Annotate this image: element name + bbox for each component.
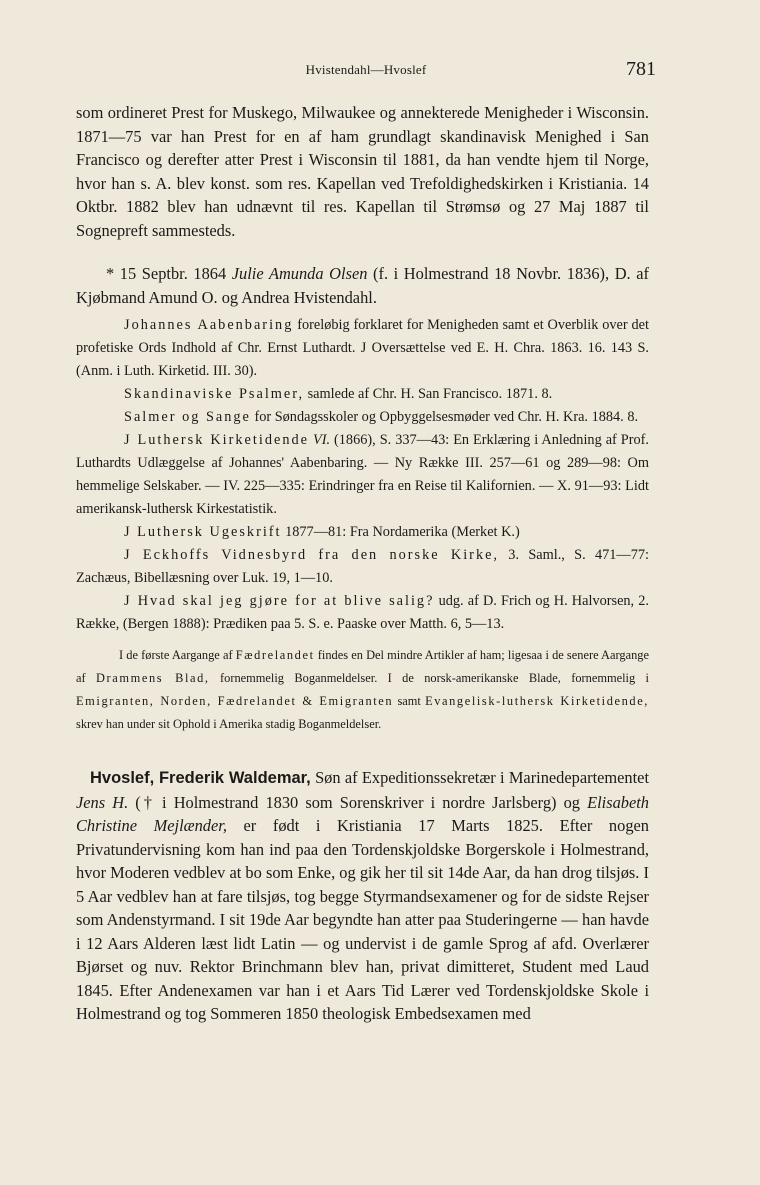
- bio-span: Søn af Expeditionssekretær i Marinedepartementet: [310, 768, 650, 787]
- entry-title: J Luthersk Kirketidende: [124, 432, 309, 448]
- bio-span: er født i Kristiania 17 Marts 1825. Efter nogen Privatundervisning kom han ind paa den Tordenskjoldske Borgerskole i Holmestrand, hvor Moderen vedblev at bo som Enke, og gik her til sit 14de Aar, da han drog tilsjøs. I 5 Aar vedblev han at fare tilsjøs, tog begge Styrmandsexamener og for de sidste Rejser som Andenstyrmand. I sit 19de Aar begyndte han atter paa Studeringerne — han havde i 12 Aars Alderen læst lidt Latin — og undervist i de gamle Sprog af afd. Overlærer Bjørset og nuv. Rektor Brinchmann blev han, privat dimitteret, Student med Laud 1845. Efter Andenexamen var han i et Aars Tid Lærer ved Tordenskjoldske Skole i Holmestrand og tog Sommeren 1850 theologisk Embedsexamen med: [76, 816, 649, 1023]
- bio-span: († i Holmestrand 1830 som Sorenskriver i nordre Jarlsberg) og: [128, 792, 588, 812]
- bibliography-entry: [76, 521, 649, 544]
- entry-title: J Luthersk Ugeskrift: [124, 524, 282, 540]
- bibliography-entry: [76, 590, 649, 636]
- entry-title: J Hvad skal jeg gjøre for at blive salig?: [124, 593, 435, 609]
- note-paragraph: [76, 644, 649, 736]
- running-head-title: Hvistendahl—Hvoslef: [305, 62, 427, 77]
- entry-details: 1877—81: Fra Nordamerika (Merket K.): [281, 524, 520, 540]
- bibliography-entry: [76, 544, 649, 590]
- entry-title: Johannes Aabenbaring: [124, 317, 294, 333]
- bibliography-entry: [76, 429, 649, 521]
- entry-details: 3. Saml., S. 471—77: Zachæus, Bibellæsning over Luk. 19, 1—10.: [76, 547, 649, 586]
- entry-details: udg. af D. Frich og H. Halvorsen, 2. Række, (Bergen 1888): Prædiken paa 5. S. e. Paaske over Matth. 6, 5—13.: [76, 593, 649, 632]
- bibliography-entry: [76, 383, 649, 406]
- bibliography-entry: [76, 406, 649, 429]
- paragraph-ministry: [76, 101, 649, 243]
- biography-text: [76, 766, 649, 1026]
- mother-name: Elisabeth Christine Mejlænder,: [76, 792, 650, 835]
- note-span: skrev han under sit Ophold i Amerika stadig Boganmeldelser.: [76, 717, 382, 731]
- biography-entry: [76, 766, 649, 1026]
- periodical-name: Evangelisk-luthersk Kirketidende,: [425, 694, 649, 708]
- note-text: [76, 644, 649, 736]
- periodical-name: Emigranten, Norden, Fædrelandet & Emigranten: [76, 694, 394, 708]
- marriage-date: * 15 Septbr. 1864: [106, 264, 232, 283]
- entry-title: J Eckhoffs Vidnesbyrd fra den norske Kirke,: [124, 547, 500, 563]
- entry-title: Salmer og Sange: [124, 409, 251, 425]
- bibliography: [76, 314, 649, 636]
- running-head: [76, 58, 656, 86]
- entry-details: for Søndagsskoler og Opbyggelsesmøder ved Chr. H. Kra. 1884. 8.: [250, 409, 639, 425]
- spouse-name: Julie Amunda Olsen: [231, 264, 368, 283]
- paragraph-text: som ordineret Prest for Muskego, Milwaukee og annekterede Menigheder i Wisconsin. 1871—75 var han Prest for en af ham grundlagt skandinavisk Menighed i San Francisco og derefter atter Prest i Wisconsin til 1881, da han vendte hjem til Norge, hvor han s. A. blev konst. som res. Kapellan ved Trefoldighedskirken i Kristiania. 14 Oktbr. 1882 blev han udnævnt til res. Kapellan til Strømsø og 27 Maj 1887 til Sognepreft sammesteds.: [76, 103, 649, 240]
- note-span: fornemmelig Boganmeldelser. I de norsk-amerikanske Blade, fornemmelig i: [209, 671, 649, 685]
- paragraph-marriage: [76, 262, 649, 309]
- periodical-name: Fædrelandet: [235, 648, 315, 662]
- entry-details: foreløbig forklaret for Menigheden samt et Overblik over det profetiske Ords Indhold af Chr. Ernst Luthardt. J Oversættelse ved E. H. Chra. 1863. 16. 143 S. (Anm. i Luth. Kirketid. III. 30).: [76, 317, 649, 379]
- note-span: samt: [393, 694, 426, 708]
- page-number: 781: [626, 58, 656, 80]
- father-name: Jens H.: [76, 792, 129, 812]
- bibliography-entry: [76, 314, 649, 383]
- entry-details: (1866), S. 337—43: En Erklæring i Anledning af Prof. Luthardts Udlæggelse af Johannes' Aabenbaring. — Ny Række III. 257—61 og 289—98: Om hemmelige Selskaber. — IV. 225—335: Erindringer fra en Reise til Kalifornien. — X. 91—93: Lidt amerikansk-luthersk Kirkestatistik.: [76, 432, 649, 517]
- note-span: findes en Del mindre Artikler af ham; ligesaa i de senere Aargange af: [76, 648, 649, 685]
- entry-details: samlede af Chr. H. San Francisco. 1871. 8.: [304, 386, 553, 402]
- entry-volume: VI.: [308, 432, 331, 448]
- entry-headword: Hvoslef, Frederik Waldemar,: [90, 769, 311, 787]
- entry-title: Skandinaviske Psalmer,: [124, 386, 305, 402]
- note-span: I de første Aargange af: [119, 648, 236, 662]
- periodical-name: Drammens Blad,: [96, 671, 210, 685]
- marriage-details: (f. i Holmestrand 18 Novbr. 1836), D. af Kjøbmand Amund O. og Andrea Hvistendahl.: [76, 264, 649, 307]
